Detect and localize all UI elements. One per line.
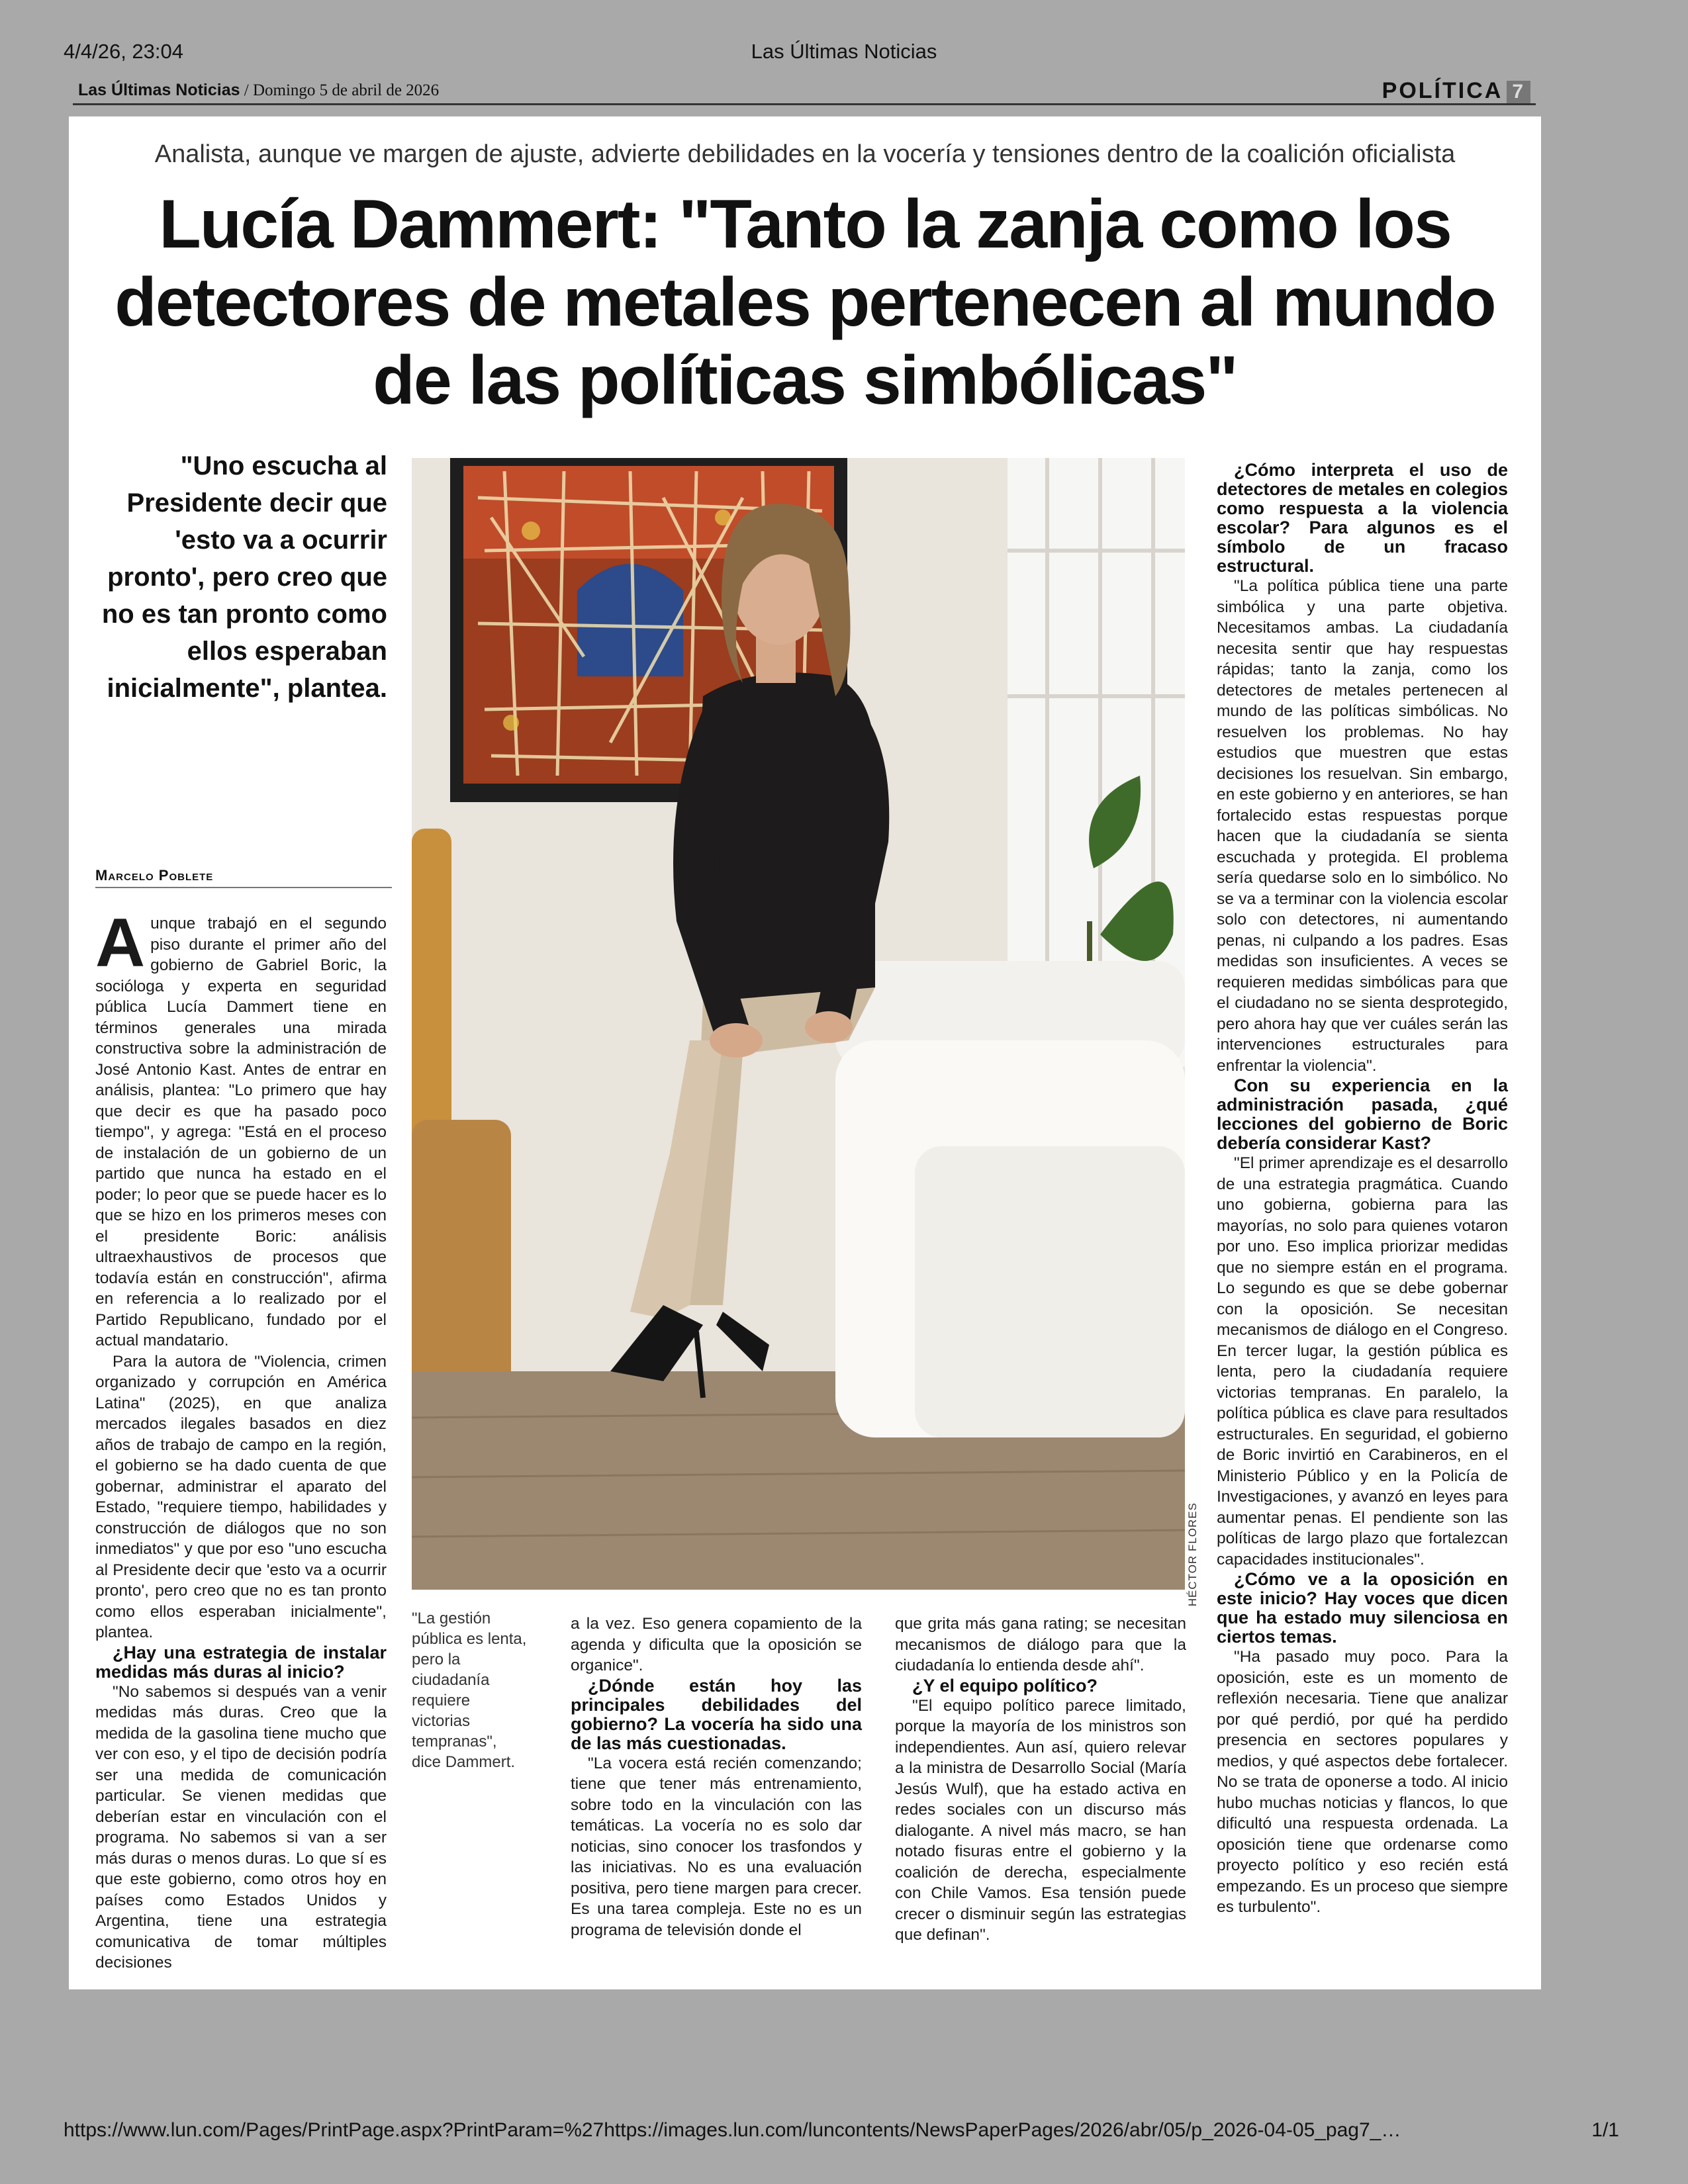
interview-answer: "El primer aprendizaje es el desarrollo de una estrategia pragmática. Cuando uno gobierna, gobierna para las mayorías, no solo para quienes votaron por uno. Eso implica priorizar medidas que no siempre están en el programa. Lo segundo es que se debe gobernar con la oposición. Se necesitan mecanismos de diálogo en el Congreso. En tercer lugar, la gestión pública es lenta, pero la ciudadanía requiere victorias tempranas. En paralelo, la política pública es clave para resultados estructurales. En seguridad, el gobierno de Boric invirtió en Carabineros, en el Ministerio Público y en la Policía de Investigaciones, y avanzó en leyes para aumentar penas. El pendiente son las políticas de largo plazo que fortalezcan capacidades institucionales".	[1217, 1154, 1508, 1569]
byline: Marcelo Poblete	[95, 867, 392, 888]
print-datetime: 4/4/26, 23:04	[64, 40, 183, 63]
interview-question: Con su experiencia en la administración pasada, ¿qué lecciones del gobierno de Boric debería considerar Kast?	[1217, 1075, 1508, 1153]
interview-question: ¿Dónde están hoy las principales debilidades del gobierno? La vocería ha sido una de las más cuestionadas.	[571, 1675, 862, 1753]
interview-question: ¿Y el equipo político?	[912, 1675, 1098, 1696]
print-site-title: Las Últimas Noticias	[751, 40, 937, 63]
masthead-left	[78, 81, 439, 100]
lead-paragraph-text: unque trabajó en el segundo piso durante el primer año del gobierno de Gabriel Boric, la socióloga y experta en seguridad pública Lucía Dammert tiene en términos generales una mirada constructiva sobre la administración de José Antonio Kast. Antes de entrar en análisis, plantea: "Lo primero que hay que decir es que ha pasado poco tiempo", y agrega: "Está en el proceso de instalación de un gobierno de un partido que nunca ha estado en el poder; lo peor que se puede hacer es lo que se hizo en los primeros meses con el presidente Boric: análisis ultraexhaustivos de procesos que todavía están en construcción", afirma en referencia a lo realizado por el Partido Republicano, fundado por el actual mandatario.	[95, 915, 387, 1349]
interview-answer: "La vocera está recién comenzando; tiene que tener más entrenamiento, sobre todo en la vinculación con las temáticas. La vocería no es solo dar noticias, sino conocer los trasfondos y las iniciativas. No es una evaluación positiva, pero tiene margen para crecer. Es una tarea compleja. Este no es un programa de televisión donde el	[571, 1754, 862, 1939]
photo-caption: "La gestión pública es lenta, pero la ciudadanía requiere victorias tempranas", dice Dammert.	[412, 1610, 527, 1771]
article-column-3	[895, 1614, 1186, 1946]
print-url: https://www.lun.com/Pages/PrintPage.aspx?PrintParam=%27https://images.lun.com/luncontents/NewsPaperPages/2026/abr/05/p_2026-04-05_pag7_…	[64, 2119, 1401, 2141]
interview-question: ¿Hay una estrategia de instalar medidas más duras al inicio?	[95, 1642, 387, 1682]
article-kicker: Analista, aunque ve margen de ajuste, advierte debilidades en la vocería y tensiones dentro de la coalición oficialista	[154, 140, 1456, 168]
article-column-4	[1217, 461, 1508, 1918]
section-label	[1382, 78, 1530, 104]
interview-question: ¿Cómo ve a la oposición en este inicio? Hay voces que dicen que ha estado muy silenciosa en ciertos temas.	[1217, 1569, 1508, 1647]
interview-answer: "El equipo político parece limitado, porque la mayoría de los ministros son independientes. Aun así, quiero relevar a la ministra de Desarrollo Social (María Jesús Wulf), que ha estado activa en redes sociales con un discurso más dialogante. A nivel más macro, se han notado fisuras entre el gobierno y la coalición de derecha, especialmente con Chile Vamos. Esa tensión puede crecer o disminuir según las estrategias que definan".	[895, 1696, 1186, 1944]
article-headline: Lucía Dammert: "Tanto la zanja como los detectores de metales pertenecen al mundo de las políticas simbólicas"	[115, 186, 1495, 419]
article-lead-paragraph	[95, 905, 387, 1351]
interview-answer: "La política pública tiene una parte simbólica y una parte objetiva. Necesitamos ambas. La ciudadanía necesita sentir que hay respuestas rápidas; tanto la zanja, como los detectores de metales pertenecen al mundo de las políticas simbólicas. No resuelven los problemas. No hay estudios que muestren que estas decisiones los resuelvan. Sin embargo, en este gobierno y en anteriores, se han fortalecido estas respuestas porque hacen que la ciudadanía se sienta escuchada y protegida. El problema sería quedarse solo en lo simbólico. No se va a terminar con la violencia escolar solo con detectores, ni aumentando penas, ni culpando a los padres. Esas medidas son insuficientes. A veces se requieren medidas simbólicas para que el ciudadano no se sienta desprotegido, pero ahora hay que ver cuáles serán las intervenciones estructurales para enfrentar la violencia".	[1217, 577, 1508, 1075]
article-paragraph: Para la autora de "Violencia, crimen organizado y corrupción en América Latina" (2025), en que analiza mercados ilegales basados en diez años de trabajo de campo en la región, el gobierno se ha dado cuenta de que gobernar, administrar el aparato del Estado, "requiere tiempo, habilidades y construcción de diálogos que no son inmediatos" y que por eso "uno escucha al Presidente decir que 'esto va a ocurrir pronto', pero creo que no es tan pronto como ellos esperaban inicialmente", plantea.	[95, 1352, 387, 1641]
interview-question: ¿Cómo interpreta el uso de detectores de metales en colegios como respuesta a la violencia escolar? Para algunos es el símbolo de un fracaso estructural.	[1217, 460, 1508, 576]
article-column-1	[95, 905, 387, 1974]
interview-answer-continued: a la vez. Eso genera copamiento de la agenda y dificulta que la oposición se organice".	[571, 1615, 862, 1674]
page-number: 7	[1507, 81, 1530, 103]
newspaper-header	[73, 78, 1536, 105]
interview-answer: "No sabemos si después van a venir medidas más duras. Creo que la medida de la gasolina tiene mucho que ver con eso, y el tipo de decisión podría ser una medida de comunicación particular. Se vienen medidas que deberían estar en vinculación con el programa. No sabemos si van a ser más duras o menos duras. Lo que sí es que este gobierno, como otros hoy en países como Estados Unidos y Argentina, tiene una estrategia comunicativa de tomar múltiples decisiones	[95, 1682, 387, 1972]
paper-name: Las Últimas Noticias	[78, 81, 240, 99]
dropcap: A	[95, 905, 146, 981]
portrait-illustration	[412, 458, 1185, 1590]
interview-answer: "Ha pasado muy poco. Para la oposición, este es un momento de reflexión necesaria. Tiene que analizar por qué perdió, por qué ha perdido presencia en sectores populares y medios, y qué aspectos debe fortalecer. No se trata de oponerse a todo. Al inicio hubo muchas noticias y flancos, lo que dificultó una respuesta ordenada. La oposición tiene que ordenarse como proyecto político y eso recién está empezando. Es un proceso que siempre es turbulento".	[1217, 1648, 1508, 1916]
article-column-2	[571, 1614, 862, 1940]
pull-quote: "Uno escucha al Presidente decir que 'esto va a ocurrir pronto', pero creo que no es tan pronto como ellos esperaban inicialmente", plantea.	[101, 451, 387, 703]
interview-answer-continued: que grita más gana rating; se necesitan mecanismos de diálogo para que la ciudadanía lo entienda desde ahí".	[895, 1615, 1186, 1674]
print-page-count: 1/1	[1591, 2119, 1619, 2141]
photo-credit: HÉCTOR FLORES	[1186, 1502, 1199, 1607]
issue-date: / Domingo 5 de abril de 2026	[244, 81, 440, 99]
article-photo	[412, 458, 1185, 1590]
section-name: POLÍTICA	[1382, 78, 1503, 103]
